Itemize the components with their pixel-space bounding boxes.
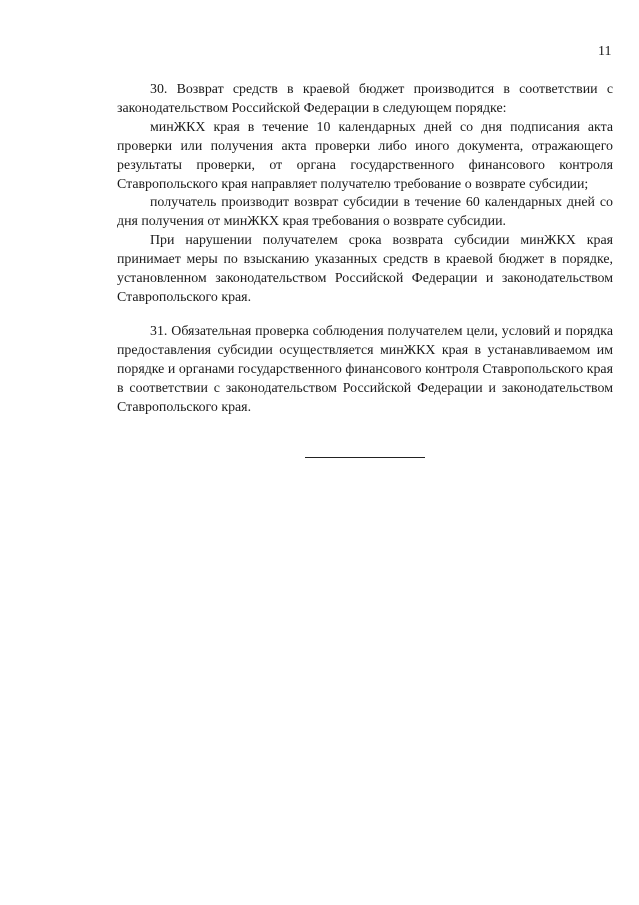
section-30-step-2: получатель производит возврат субсидии в течение 60 календарных дней со дня получения от минЖКХ края требования о возврате субсидии.: [117, 195, 613, 230]
section-31: [117, 323, 613, 418]
section-31-text: 31. Обязательная проверка соблюдения получателем цели, условий и порядка предоставления субсидии осуществляется минЖКХ края в устанавливаемом им порядке и органами государственного финансового контроля Ставропольского края в соответствии с законодательством Российской Федерации и законодательством Ставропольского края.: [117, 324, 613, 415]
end-divider-line: [305, 457, 425, 458]
section-30-step-1: минЖКХ края в течение 10 календарных дней со дня подписания акта проверки или получения акта проверки либо иного документа, отражающего результаты проверки, от органа государственного финансового контроля Ставропольского края направляет получателю требование о возврате субсидии;: [117, 119, 613, 192]
page-number: 11: [598, 44, 612, 59]
section-30: [117, 81, 613, 308]
section-30-intro: 30. Возврат средств в краевой бюджет производится в соответствии с законодательством Российской Федерации в следующем порядке:: [117, 82, 613, 116]
section-30-violation: При нарушении получателем срока возврата субсидии минЖКХ края принимает меры по взысканию указанных средств в краевой бюджет в порядке, установленном законодательством Российской Федерации и законодательством Ставропольского края.: [117, 233, 613, 305]
